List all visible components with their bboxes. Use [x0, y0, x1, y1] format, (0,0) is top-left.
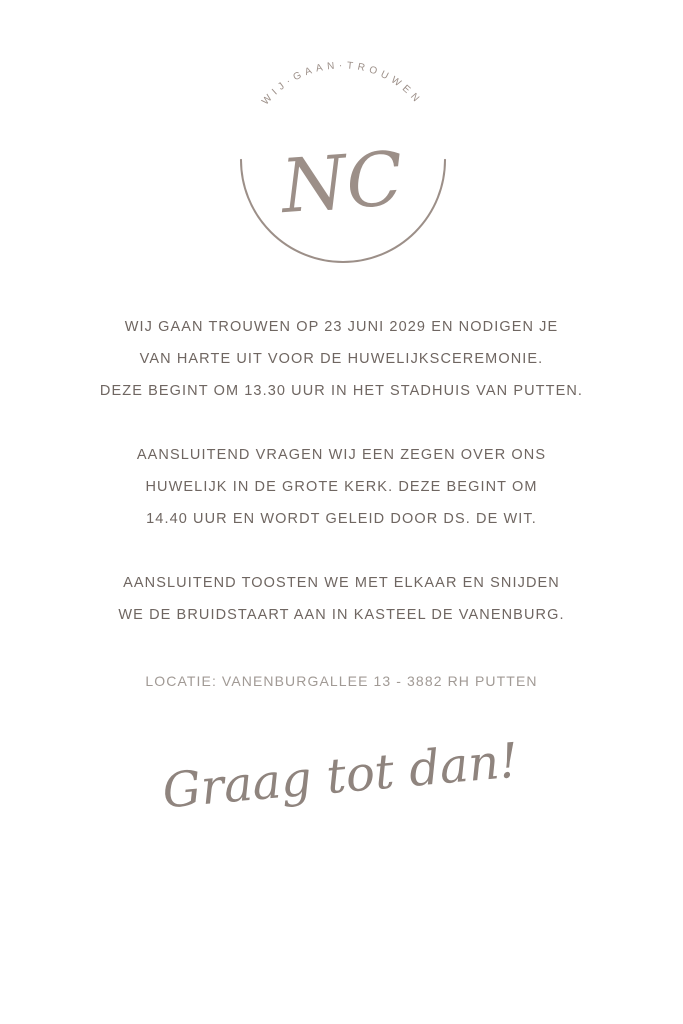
paragraph-line: 14.40 UUR EN WORDT GELEID DOOR DS. DE WIT. [146, 511, 537, 527]
arc-text: WIJ·GAAN·TROUWEN [260, 60, 424, 108]
monogram-initials: NC [278, 135, 406, 231]
paragraph-line: VAN HARTE UIT VOOR DE HUWELIJKSCEREMONIE. [139, 351, 544, 367]
paragraph-line: AANSLUITEND TOOSTEN WE MET ELKAAR EN SNIJDEN [123, 575, 560, 591]
monogram-emblem [221, 50, 463, 292]
paragraph-reception [40, 567, 643, 631]
closing-signature [160, 712, 521, 852]
paragraph-ceremony [40, 311, 643, 407]
paragraph-line: WE DE BRUIDSTAART AAN IN KASTEEL DE VANENBURG. [118, 607, 565, 623]
svg-text:WIJ·GAAN·TROUWEN [260, 60, 424, 107]
location-line: LOCATIE: VANENBURGALLEE 13 - 3882 RH PUTTEN [145, 673, 538, 689]
paragraph-church [40, 439, 643, 535]
paragraph-line: AANSLUITEND VRAGEN WIJ EEN ZEGEN OVER ONS [136, 447, 547, 463]
paragraph-line: WIJ GAAN TROUWEN OP 23 JUNI 2029 EN NODIGEN JE [124, 319, 559, 335]
arc-end-dot-right [444, 159, 446, 161]
paragraph-line: DEZE BEGINT OM 13.30 UUR IN HET STADHUIS VAN PUTTEN. [99, 383, 584, 399]
arc-end-dot-left [240, 159, 242, 161]
paragraph-line: HUWELIJK IN DE GROTE KERK. DEZE BEGINT OM [145, 479, 538, 495]
closing-text: Graag tot dan! [160, 732, 521, 820]
monogram [221, 50, 463, 292]
